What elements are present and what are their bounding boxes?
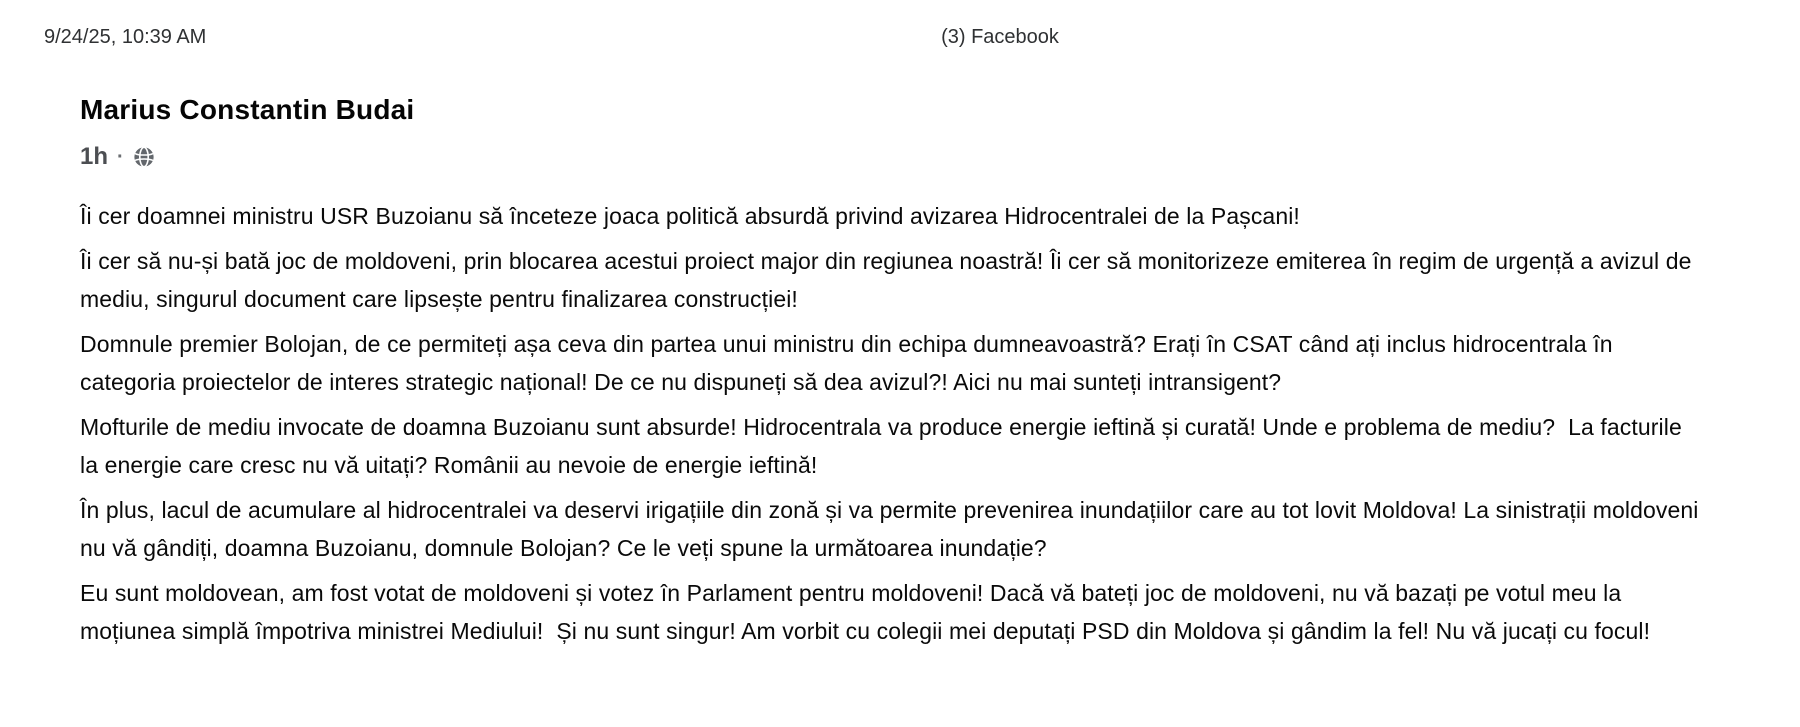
post-paragraph-6: Eu sunt moldovean, am fost votat de moldoveni și votez în Parlament pentru moldoveni! Dacă vă bateți joc de moldoveni, nu vă bazați pe votul meu la moțiunea simplă împotriva ministrei Mediului! Și nu sunt singur! Am vorbit cu colegii mei deputați PSD din Moldova și gândim la fel! Nu vă jucați cu focul!: [80, 580, 1651, 644]
print-datetime: 9/24/25, 10:39 AM: [44, 26, 207, 48]
post-meta: [80, 143, 1702, 171]
post-paragraph-5: În plus, lacul de acumulare al hidrocentralei va deservi irigațiile din zonă și va permite prevenirea inundațiilor care au tot lovit Moldova! La sinistrații moldoveni nu vă gândiți, doamna Buzoianu, domnule Bolojan? Ce le veți spune la următoarea inundație?: [80, 497, 1705, 561]
facebook-post: [80, 94, 1705, 657]
post-paragraph-1: Îi cer doamnei ministru USR Buzoianu să înceteze joaca politică absurdă privind avizarea Hidrocentralei de la Pașcani!: [80, 203, 1300, 229]
post-author-name: Marius Constantin Budai: [80, 94, 415, 125]
print-header: [0, 26, 1800, 52]
post-timestamp: 1h: [80, 143, 109, 170]
post-paragraph-4: Mofturile de mediu invocate de doamna Buzoianu sunt absurde! Hidrocentrala va produce energie ieftină și curată! Unde e problema de mediu? La facturile la energie care cresc nu vă uitați? Românii au nevoie de energie ieftină!: [80, 414, 1689, 478]
post-body: [80, 197, 1705, 650]
meta-separator-dot: ·: [117, 145, 124, 168]
post-paragraph-3: Domnule premier Bolojan, de ce permiteți așa ceva din partea unui ministru din echipa dumneavoastră? Erați în CSAT când ați inclus hidrocentrala în categoria proiectelor de interes strategic național! De ce nu dispuneți să dea avizul?! Aici nu mai sunteți intransigent?: [80, 331, 1620, 395]
post-paragraph-2: Îi cer să nu-și bată joc de moldoveni, prin blocarea acestui proiect major din regiunea noastră! Îi cer să monitorizeze emiterea în regim de urgență a avizul de mediu, singurul document care lipsește pentru finalizarea construcției!: [80, 248, 1698, 312]
globe-public-icon: [133, 146, 155, 168]
print-page-title: (3) Facebook: [941, 26, 1059, 48]
